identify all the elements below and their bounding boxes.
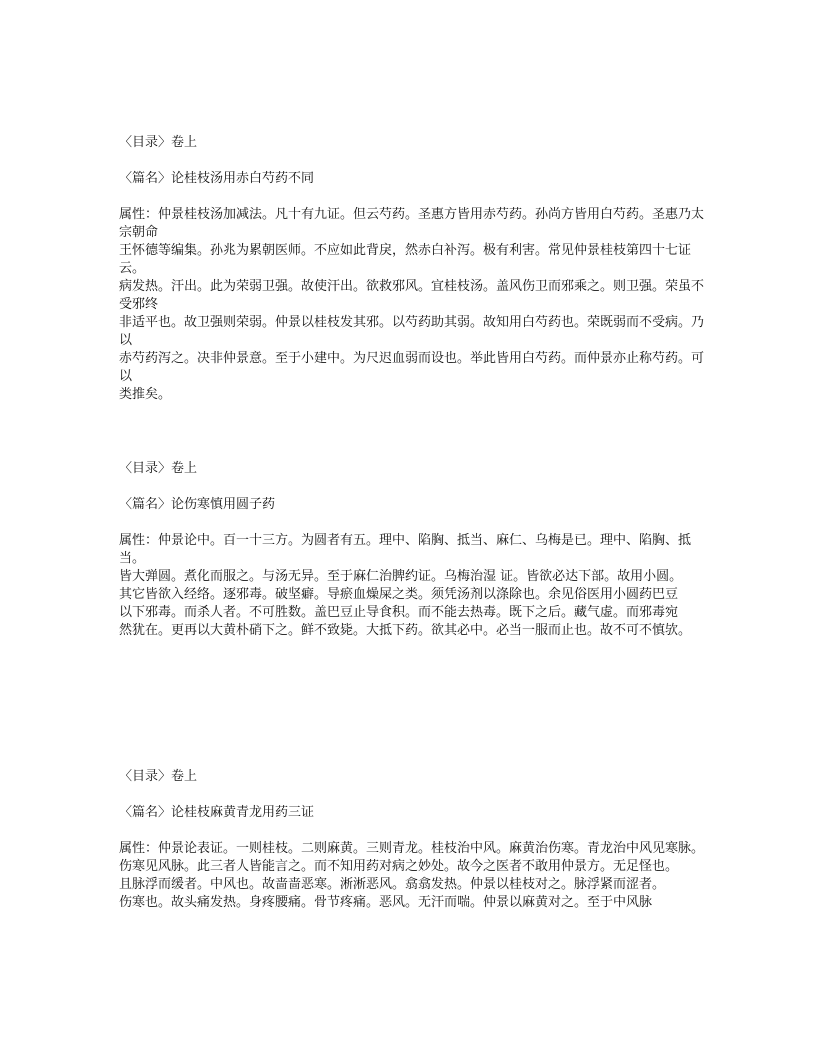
spacer	[119, 822, 709, 840]
section-1	[119, 134, 709, 404]
body-line: 病发热。汗出。此为荣弱卫强。故使汗出。欲救邪风。宜桂枝汤。盖风伤卫而邪乘之。则卫强。荣虽不受邪终	[119, 279, 705, 312]
section-2	[119, 460, 709, 640]
spacer	[119, 514, 709, 532]
body-line: 属性：仲景桂枝汤加减法。凡十有九证。但云芍药。圣惠方皆用赤芍药。孙尚方皆用白芍药。圣惠乃太宗朝命	[119, 207, 705, 240]
body-line: 然犹在。更再以大黄朴硝下之。鲜不致毙。大抵下药。欲其必中。必当一服而止也。故不可不慎欤。	[119, 623, 692, 638]
chapter-title: 〈篇名〉论桂枝汤用赤白芍药不同	[119, 171, 315, 186]
spacer	[119, 786, 709, 804]
body-line: 伤寒见风脉。此三者人皆能言之。而不知用药对病之妙处。故今之医者不敢用仲景方。无足怪也。	[119, 859, 679, 874]
spacer	[119, 478, 709, 496]
chapter-title: 〈篇名〉论伤寒慎用圆子药	[119, 497, 276, 512]
body-line: 赤芍药泻之。决非仲景意。至于小建中。为尺迟血弱而设也。举此皆用白芍药。而仲景亦止称芍药。可以	[119, 351, 705, 384]
catalog-label: 〈目录〉卷上	[119, 461, 198, 476]
section-3	[119, 768, 709, 912]
catalog-label: 〈目录〉卷上	[119, 769, 198, 784]
body-line: 且脉浮而缓者。中风也。故啬啬恶寒。淅淅恶风。翕翕发热。仲景以桂枝对之。脉浮紧而涩者。	[119, 877, 666, 892]
body-line: 非适平也。故卫强则荣弱。仲景以桂枝发其邪。以芍药助其弱。故知用白芍药也。荣既弱而不受病。乃以	[119, 315, 705, 348]
body-line: 属性：仲景论表证。一则桂枝。二则麻黄。三则青龙。桂枝治中风。麻黄治伤寒。青龙治中风见寒脉。	[119, 841, 705, 856]
body-line: 伤寒也。故头痛发热。身疼腰痛。骨节疼痛。恶风。无汗而喘。仲景以麻黄对之。至于中风脉	[119, 895, 653, 910]
body-line: 类推矣。	[119, 387, 172, 402]
catalog-label: 〈目录〉卷上	[119, 135, 198, 150]
body-line: 以下邪毒。而杀人者。不可胜数。盖巴豆止导食积。而不能去热毒。既下之后。藏气虚。而邪毒宛	[119, 605, 679, 620]
chapter-title: 〈篇名〉论桂枝麻黄青龙用药三证	[119, 805, 315, 820]
spacer	[119, 188, 709, 206]
body-line: 王怀德等编集。孙兆为累朝医师。不应如此背戾，然赤白补泻。极有利害。常见仲景桂枝第四十七证云。	[119, 243, 692, 276]
body-line: 其它皆欲入经络。逐邪毒。破坚癖。导瘀血燥屎之类。须凭汤剂以涤除也。余见俗医用小圆药巴豆	[119, 587, 679, 602]
body-line: 属性：仲景论中。百一十三方。为圆者有五。理中、陷胸、抵当、麻仁、乌梅是已。理中、陷胸、抵当。	[119, 533, 692, 566]
spacer	[119, 152, 709, 170]
body-line: 皆大弹圆。煮化而服之。与汤无异。至于麻仁治脾约证。乌梅治湿 证。皆欲必达下部。故用小圆。	[119, 569, 683, 584]
